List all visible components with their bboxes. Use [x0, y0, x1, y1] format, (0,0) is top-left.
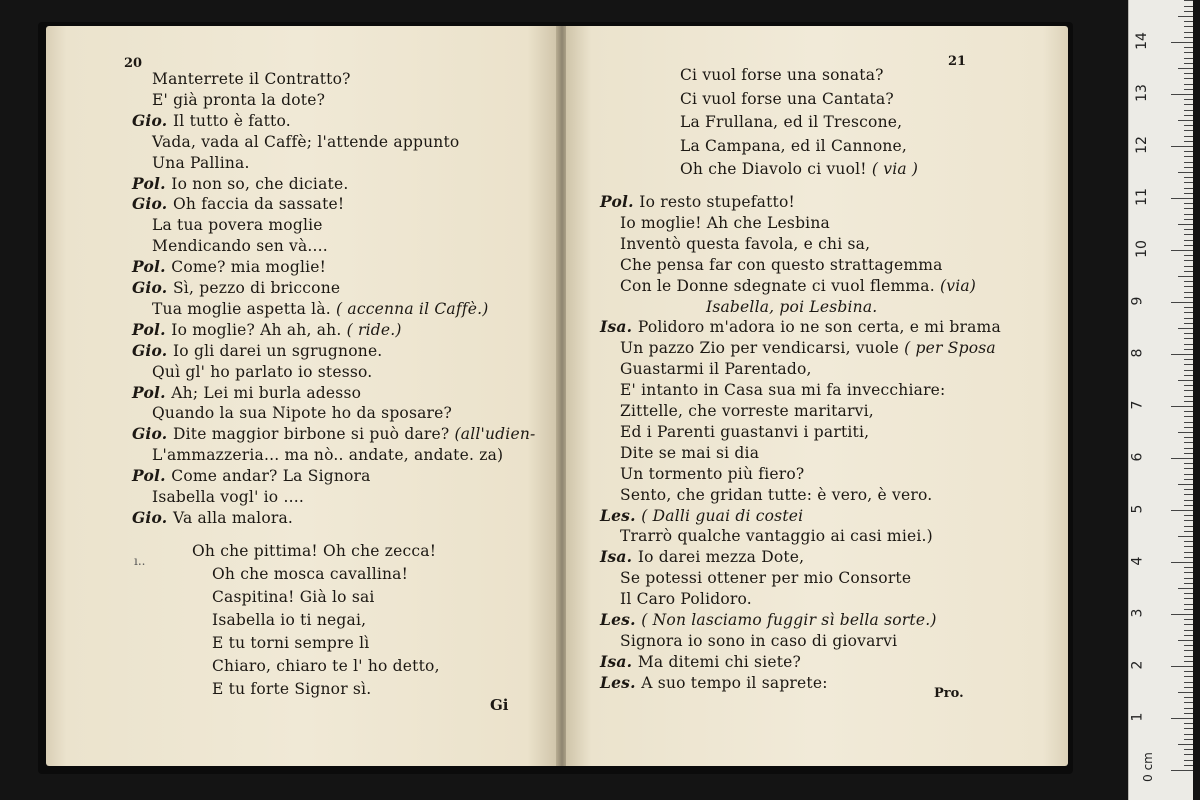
right-text-line: Isa. Io darei mezza Dote,	[600, 547, 805, 567]
ruler-tick	[1184, 578, 1193, 579]
right-text-line: Guastarmi il Parentado,	[620, 360, 812, 379]
ruler-tick	[1184, 453, 1193, 454]
ruler-tick	[1184, 474, 1193, 475]
ruler-tick	[1171, 510, 1193, 511]
ruler-tick	[1171, 770, 1193, 771]
ruler-tick	[1184, 84, 1193, 85]
ruler-tick	[1184, 307, 1193, 308]
ruler-tick	[1184, 630, 1193, 631]
ruler-tick	[1171, 198, 1193, 199]
ruler-tick	[1178, 432, 1193, 433]
ruler-tick	[1171, 666, 1193, 667]
ruler-tick	[1184, 749, 1193, 750]
right-text-line: Trarrò qualche vantaggio ai casi miei.)	[620, 527, 933, 546]
ruler-tick	[1184, 167, 1193, 168]
ruler-tick	[1184, 448, 1193, 449]
ruler-tick	[1184, 47, 1193, 48]
ruler-tick	[1184, 754, 1193, 755]
left-aria-line: Oh che mosca cavallina!	[212, 565, 409, 583]
ruler-tick	[1184, 0, 1193, 1]
ruler-tick	[1184, 292, 1193, 293]
ruler-tick	[1184, 370, 1193, 371]
right-text-line: Un pazzo Zio per vendicarsi, vuole ( per Sposa	[620, 339, 996, 358]
ruler-tick	[1184, 130, 1193, 131]
ruler-tick	[1184, 661, 1193, 662]
ruler-tick	[1178, 484, 1193, 485]
ruler-tick	[1184, 281, 1193, 282]
ruler-tick	[1184, 359, 1193, 360]
ruler-tick	[1184, 58, 1193, 59]
signature-mark: Gi	[490, 696, 509, 714]
ruler-number: 4	[1129, 556, 1146, 566]
ruler-number: 7	[1129, 400, 1146, 410]
ruler-tick	[1178, 536, 1193, 537]
left-text-line: Gio. Oh faccia da sassate!	[132, 194, 345, 214]
ruler-tick	[1184, 73, 1193, 74]
ruler-tick	[1178, 16, 1193, 17]
right-aria-line: Ci vuol forse una Cantata?	[680, 89, 894, 108]
left-text-line: La tua povera moglie	[152, 216, 323, 235]
ruler-tick	[1184, 708, 1193, 709]
right-text-line: Isabella, poi Lesbina.	[706, 297, 878, 316]
ruler-tick	[1178, 744, 1193, 745]
left-text-line: L'ammazzeria... ma nò.. andate, andate. za)	[152, 446, 504, 465]
ruler-tick	[1171, 458, 1193, 459]
ruler-number: 11	[1133, 188, 1150, 206]
ruler-tick	[1184, 609, 1193, 610]
left-text-line: Isabella vogl' io ....	[152, 488, 304, 506]
right-text-line: Che pensa far con questo strattagemma	[620, 255, 943, 274]
left-aria-line: Oh che pittima! Oh che zecca!	[192, 542, 437, 560]
ruler-number: 13	[1133, 84, 1150, 102]
ruler-tick	[1171, 146, 1193, 147]
right-text-line: Isa. Ma ditemi chi siete?	[600, 651, 802, 671]
right-text-line: Zittelle, che vorreste maritarvi,	[620, 402, 874, 420]
ruler-number: 1	[1129, 712, 1146, 722]
ruler-tick	[1184, 312, 1193, 313]
ruler-tick	[1184, 598, 1193, 599]
ruler-number: 10	[1133, 240, 1150, 258]
ruler-tick	[1184, 177, 1193, 178]
right-text-line: Les. ( Dalli guai di costei	[600, 505, 804, 525]
ruler-tick	[1184, 229, 1193, 230]
ruler-number: 3	[1129, 608, 1146, 618]
ruler-tick	[1184, 110, 1193, 111]
ruler-tick	[1184, 713, 1193, 714]
right-text-line: Dite se mai si dia	[620, 443, 760, 462]
ruler-tick	[1184, 572, 1193, 573]
left-aria-line: Chiaro, chiaro te l' ho detto,	[212, 657, 440, 675]
ruler-tick	[1184, 156, 1193, 157]
ruler-tick	[1184, 656, 1193, 657]
ruler-tick	[1184, 619, 1193, 620]
left-text-line: Pol. Io moglie? Ah ah, ah. ( ride.)	[132, 319, 402, 339]
right-page	[566, 26, 1068, 766]
right-text-line: Il Caro Polidoro.	[620, 590, 752, 609]
ruler-tick	[1171, 406, 1193, 407]
right-text-line: Signora io sono in caso di giovarvi	[620, 631, 898, 650]
ruler-tick	[1184, 99, 1193, 100]
left-text-line: Manterrete il Contratto?	[152, 70, 351, 88]
ruler-tick	[1184, 593, 1193, 594]
left-text-line: Gio. Va alla malora.	[132, 507, 294, 527]
right-aria-line: La Campana, ed il Cannone,	[680, 136, 908, 155]
ruler-tick	[1184, 416, 1193, 417]
ruler-tick	[1184, 203, 1193, 204]
ruler-tick	[1171, 614, 1193, 615]
ruler-tick	[1184, 687, 1193, 688]
ruler-tick	[1184, 734, 1193, 735]
ruler-tick	[1184, 245, 1193, 246]
ruler-tick	[1184, 338, 1193, 339]
ruler-tick	[1184, 219, 1193, 220]
left-aria-line: E tu torni sempre lì	[212, 634, 370, 652]
ruler-number: 12	[1133, 136, 1150, 154]
left-text-line: Gio. Dite maggior birbone si può dare? (all'udien-	[132, 424, 536, 444]
ruler-tick	[1184, 63, 1193, 64]
ruler-tick	[1184, 422, 1193, 423]
ruler-tick	[1184, 240, 1193, 241]
ruler-tick	[1184, 115, 1193, 116]
ruler-tick	[1184, 437, 1193, 438]
ruler-tick	[1171, 94, 1193, 95]
ruler-tick	[1184, 489, 1193, 490]
left-text-line: Vada, vada al Caffè; l'attende appunto	[152, 132, 460, 151]
ruler-tick	[1184, 515, 1193, 516]
left-text-line: Gio. Sì, pezzo di briccone	[132, 278, 341, 297]
ruler-tick	[1184, 141, 1193, 142]
ruler-tick	[1184, 531, 1193, 532]
left-text-line: Mendicando sen và....	[152, 237, 328, 256]
ruler-tick	[1184, 188, 1193, 189]
ruler-tick	[1184, 260, 1193, 261]
right-text-line: Inventò questa favola, e chi sa,	[620, 234, 871, 253]
ruler-tick	[1178, 328, 1193, 329]
left-aria-line: E tu forte Signor sì.	[212, 680, 372, 698]
catchword: Pro.	[934, 686, 964, 701]
ruler-tick	[1184, 728, 1193, 729]
ruler-tick	[1184, 89, 1193, 90]
left-text-line: Una Pallina.	[152, 153, 250, 172]
ruler-tick	[1184, 385, 1193, 386]
ruler-tick	[1184, 151, 1193, 152]
ruler-number: 5	[1129, 504, 1146, 514]
ruler-tick	[1171, 42, 1193, 43]
ruler-tick	[1178, 692, 1193, 693]
ruler-tick	[1184, 624, 1193, 625]
left-text-line: Quando la sua Nipote ho da sposare?	[152, 404, 453, 423]
ruler-tick	[1184, 162, 1193, 163]
left-text-line: E' già pronta la dote?	[152, 90, 326, 109]
ruler-tick	[1178, 380, 1193, 381]
right-text-line: Io moglie! Ah che Lesbina	[620, 213, 830, 232]
ruler-tick	[1184, 635, 1193, 636]
ruler-tick	[1184, 401, 1193, 402]
ruler-tick	[1184, 567, 1193, 568]
ruler-tick	[1184, 32, 1193, 33]
ruler-tick	[1184, 11, 1193, 12]
ruler-tick	[1178, 588, 1193, 589]
ruler-tick	[1184, 541, 1193, 542]
ruler-tick	[1184, 723, 1193, 724]
ruler-tick	[1184, 552, 1193, 553]
ruler-tick	[1178, 224, 1193, 225]
ruler-tick	[1184, 214, 1193, 215]
ruler-number: 8	[1129, 348, 1146, 358]
left-text-line: Quì gl' ho parlato io stesso.	[152, 362, 373, 381]
ruler-tick	[1184, 557, 1193, 558]
ruler-tick	[1184, 266, 1193, 267]
ruler-tick	[1171, 718, 1193, 719]
ruler-unit-label: 0 cm	[1140, 752, 1155, 782]
ruler-tick	[1184, 286, 1193, 287]
left-text-line: Tua moglie aspetta là. ( accenna il Caffè.)	[152, 299, 489, 318]
ruler-tick	[1184, 505, 1193, 506]
right-text-line: Se potessi ottener per mio Consorte	[620, 569, 912, 588]
ruler-tick	[1184, 6, 1193, 7]
ruler-tick	[1184, 765, 1193, 766]
ruler-tick	[1184, 390, 1193, 391]
ruler-tick	[1178, 276, 1193, 277]
ruler-tick	[1184, 442, 1193, 443]
ruler-tick	[1184, 427, 1193, 428]
ruler-number: 6	[1129, 452, 1146, 462]
ruler-tick	[1184, 125, 1193, 126]
right-text-line: Con le Donne sdegnate ci vuol flemma. (via)	[620, 276, 977, 295]
left-aria-line: Caspitina! Già lo sai	[212, 588, 375, 606]
ruler-tick	[1184, 494, 1193, 495]
ruler-tick	[1184, 52, 1193, 53]
ruler-tick	[1178, 120, 1193, 121]
ruler-tick	[1184, 526, 1193, 527]
ruler-tick	[1184, 411, 1193, 412]
ruler-tick	[1184, 349, 1193, 350]
left-text-line: Gio. Il tutto è fatto.	[132, 110, 291, 130]
right-text-line: Sento, che gridan tutte: è vero, è vero.	[620, 485, 933, 504]
left-text-line: Pol. Ah; Lei mi burla adesso	[132, 382, 362, 402]
ruler-number: 2	[1129, 660, 1146, 670]
ruler-tick	[1184, 463, 1193, 464]
right-text-line: Les. ( Non lasciamo fuggir sì bella sorte.)	[600, 610, 937, 629]
right-text-line: E' intanto in Casa sua mi fa invecchiare:	[620, 381, 946, 400]
ruler-tick	[1184, 650, 1193, 651]
ruler-tick	[1171, 302, 1193, 303]
ruler-tick	[1184, 318, 1193, 319]
right-text-line: Les. A suo tempo il saprete:	[600, 672, 828, 692]
ruler-tick	[1184, 583, 1193, 584]
ruler-tick	[1184, 739, 1193, 740]
ruler-tick	[1184, 78, 1193, 79]
ruler-tick	[1184, 136, 1193, 137]
ruler-tick	[1184, 364, 1193, 365]
ruler-tick	[1171, 562, 1193, 563]
ruler-tick	[1184, 671, 1193, 672]
ruler-tick	[1178, 640, 1193, 641]
ruler-tick	[1184, 645, 1193, 646]
ruler-tick	[1184, 520, 1193, 521]
left-text-line: Gio. Io gli darei un sgrugnone.	[132, 340, 383, 360]
ruler-tick	[1184, 682, 1193, 683]
left-aria-line: Isabella io ti negai,	[212, 611, 367, 629]
ruler-tick	[1178, 172, 1193, 173]
ruler-tick	[1184, 333, 1193, 334]
ruler-number: 14	[1133, 32, 1150, 50]
ruler-tick	[1184, 37, 1193, 38]
ruler-tick	[1184, 500, 1193, 501]
ruler-tick	[1184, 104, 1193, 105]
right-page-number: 21	[948, 54, 967, 69]
left-page	[46, 26, 558, 766]
ruler-tick	[1184, 297, 1193, 298]
right-aria-line: La Frullana, ed il Trescone,	[680, 113, 903, 131]
left-page-number: 20	[124, 56, 143, 71]
ruler-tick	[1171, 250, 1193, 251]
right-text-line: Un tormento più fiero?	[620, 464, 805, 483]
measuring-ruler	[1128, 0, 1193, 800]
right-text-line: Ed i Parenti guastanvi i partiti,	[620, 422, 870, 441]
ruler-tick	[1171, 354, 1193, 355]
left-text-line: Pol. Come andar? La Signora	[132, 466, 371, 486]
ruler-tick	[1184, 182, 1193, 183]
ruler-tick	[1184, 193, 1193, 194]
left-text-line: Pol. Come? mia moglie!	[132, 257, 327, 277]
ruler-tick	[1184, 546, 1193, 547]
ruler-tick	[1184, 271, 1193, 272]
ruler-tick	[1184, 208, 1193, 209]
ruler-tick	[1184, 676, 1193, 677]
ruler-tick	[1184, 234, 1193, 235]
ruler-tick	[1184, 604, 1193, 605]
ruler-tick	[1184, 21, 1193, 22]
ruler-tick	[1184, 702, 1193, 703]
ruler-tick	[1184, 479, 1193, 480]
right-text-line: Pol. Io resto stupefatto!	[600, 192, 795, 211]
ruler-tick	[1184, 323, 1193, 324]
ruler-tick	[1184, 697, 1193, 698]
ruler-tick	[1184, 396, 1193, 397]
ruler-tick	[1184, 375, 1193, 376]
right-text-line: Isa. Polidoro m'adora io ne son certa, e mi brama	[600, 317, 1001, 337]
ruler-tick	[1184, 760, 1193, 761]
left-text-line: Pol. Io non so, che diciate.	[132, 173, 349, 193]
ruler-tick	[1184, 26, 1193, 27]
ruler-tick	[1184, 344, 1193, 345]
ruler-tick	[1178, 68, 1193, 69]
ruler-tick	[1184, 255, 1193, 256]
right-aria-line: Oh che Diavolo ci vuol! ( via )	[680, 160, 919, 178]
right-aria-line: Ci vuol forse una sonata?	[680, 66, 884, 84]
ruler-tick	[1184, 468, 1193, 469]
ruler-number: 9	[1129, 296, 1146, 306]
margin-mark: ı..	[134, 554, 146, 568]
